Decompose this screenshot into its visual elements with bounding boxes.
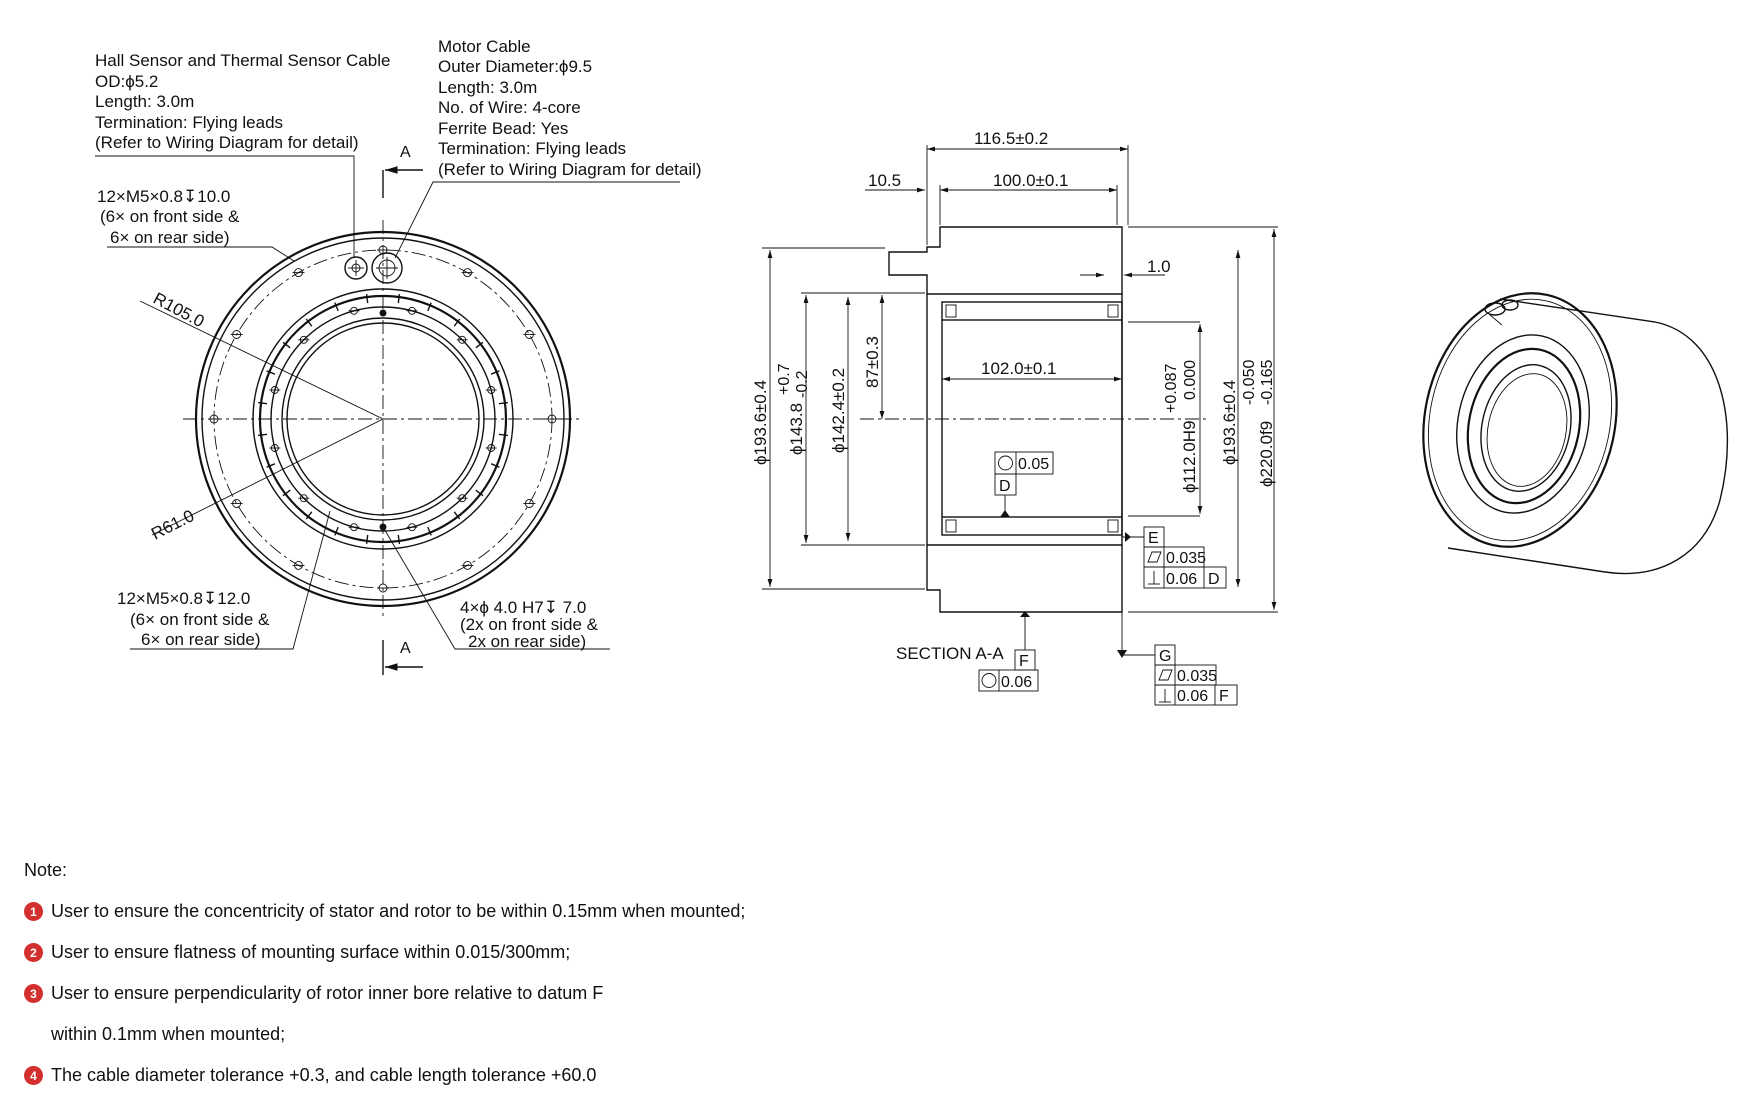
- section-label-top: A: [400, 144, 411, 161]
- note-number-badge: 2: [24, 943, 43, 962]
- pin-hole-top: [380, 310, 387, 317]
- fcf-d-value: 0.05: [1018, 456, 1050, 473]
- section-title: SECTION A-A: [896, 644, 1004, 663]
- dim-142-label: ϕ142.4±0.2: [829, 367, 848, 453]
- fcf-g-perp-ref: F: [1219, 688, 1229, 705]
- section-label-bottom: A: [400, 640, 411, 657]
- hall-cable-note: Hall Sensor and Thermal Sensor Cable OD:ϕ5.2 Length: 3.0m Termination: Flying leads (Refer to Wiring Diagram for detail): [95, 51, 391, 152]
- inner-holes-note: 12×M5×0.8↧12.0 (6× on front side & 6× on rear side): [117, 589, 270, 649]
- fcf-f-circ-value: 0.06: [1001, 674, 1033, 691]
- dim-220-tol-upper: -0.050: [1241, 359, 1258, 405]
- rotor-slot: [258, 403, 267, 404]
- note-item-1: [24, 891, 924, 932]
- rotor-slot: [398, 535, 399, 544]
- dim-193-left-label: ϕ193.6±0.4: [751, 379, 770, 465]
- note-number-badge: 4: [24, 1066, 43, 1085]
- datum-e-label: E: [1148, 530, 1159, 547]
- fcf-g-flat-value: 0.035: [1177, 668, 1218, 685]
- stator-lower-section: [927, 545, 1122, 612]
- rotor-upper-section: [942, 302, 1122, 320]
- notes-section: [24, 860, 924, 1096]
- notch-tr: [1108, 305, 1118, 317]
- dim-112-tol-lower: 0.000: [1182, 359, 1199, 400]
- datum-g-label: G: [1159, 648, 1172, 665]
- stator-upper-section: [889, 227, 1122, 294]
- outer-holes-note: 12×M5×0.8↧10.0 (6× on front side & 6× on rear side): [97, 187, 240, 247]
- front-view: [95, 37, 702, 675]
- dim-143-tol-upper: +0.7: [776, 363, 793, 395]
- datum-f-label: F: [1019, 653, 1029, 670]
- rotor-slot: [367, 535, 368, 544]
- dim-112-tol-upper: +0.087: [1163, 363, 1180, 413]
- dim-100-label: 100.0±0.1: [993, 171, 1069, 190]
- notch-tl: [946, 305, 956, 317]
- iso-cable-glands: [1485, 300, 1518, 325]
- dim-112-label: ϕ112.0H9: [1180, 420, 1199, 493]
- dim-10-5-label: 10.5: [868, 171, 902, 190]
- rotor-slot: [499, 434, 508, 435]
- note-item-4: [24, 1055, 924, 1096]
- rotor-slot: [367, 294, 368, 303]
- pin-holes-note: 4×ϕ 4.0 H7↧ 7.0 (2x on front side & 2x on rear side): [460, 598, 598, 651]
- dim-143-tol-lower: -0.2: [794, 370, 811, 398]
- datum-d-label: D: [999, 478, 1011, 495]
- fcf-concentricity-d: [995, 452, 1053, 517]
- r61-label: R61.0: [148, 506, 198, 544]
- fcf-e-perp-value: 0.06: [1166, 571, 1198, 588]
- note-text: The cable diameter tolerance +0.3, and cable length tolerance +60.0: [51, 1065, 597, 1085]
- note-text: User to ensure the concentricity of stator and rotor to be within 0.15mm when mounted;: [51, 901, 746, 921]
- note-item-3-continued: [24, 1014, 924, 1055]
- r105-label: R105.0: [150, 288, 208, 332]
- rotor-slot: [398, 294, 399, 303]
- notes-title: Note:: [24, 860, 68, 880]
- note-text: User to ensure flatness of mounting surface within 0.015/300mm;: [51, 942, 571, 962]
- fcf-g-group: [1117, 612, 1237, 705]
- dim-102-label: 102.0±0.1: [981, 359, 1057, 378]
- dim-143-label: ϕ143.8: [787, 402, 806, 455]
- note-item-2: [24, 932, 924, 973]
- rotor-lower-section: [942, 517, 1122, 535]
- note-item-3: [24, 973, 924, 1014]
- dim-220-tol-lower: -0.165: [1259, 359, 1276, 405]
- motor-cable-note: Motor Cable Outer Diameter:ϕ9.5 Length: 3.0m No. of Wire: 4-core Ferrite Bead: Yes Termination: Flying leads (Refer to Wiring Diagram for detail): [438, 37, 702, 179]
- fcf-e-group: [1122, 527, 1226, 588]
- outer-holes-leader: [107, 247, 294, 261]
- dim-116-label: 116.5±0.2: [974, 129, 1049, 148]
- fcf-e-perp-ref: D: [1208, 571, 1220, 588]
- section-view: [751, 129, 1278, 705]
- motor-cable-gland: [372, 253, 402, 283]
- note-text: within 0.1mm when mounted;: [51, 1024, 286, 1044]
- notch-br: [1108, 520, 1118, 532]
- fcf-g-perp-value: 0.06: [1177, 688, 1209, 705]
- dim-1-0-label: 1.0: [1147, 257, 1171, 276]
- rotor-slot: [499, 403, 508, 404]
- dim-193-right-label: ϕ193.6±0.4: [1220, 379, 1239, 465]
- isometric-view: [1400, 275, 1727, 585]
- note-number-badge: 1: [24, 902, 43, 921]
- dim-87-label: 87±0.3: [863, 336, 882, 388]
- note-number-badge: 3: [24, 984, 43, 1003]
- dim-220-label: ϕ220.0f9: [1257, 420, 1276, 487]
- fcf-e-flat-value: 0.035: [1166, 550, 1207, 567]
- fcf-f-group: [896, 611, 1038, 691]
- rotor-slot: [258, 434, 267, 435]
- hall-cable-gland: [345, 257, 367, 279]
- notch-bl: [946, 520, 956, 532]
- note-text: User to ensure perpendicularity of rotor inner bore relative to datum F: [51, 983, 604, 1003]
